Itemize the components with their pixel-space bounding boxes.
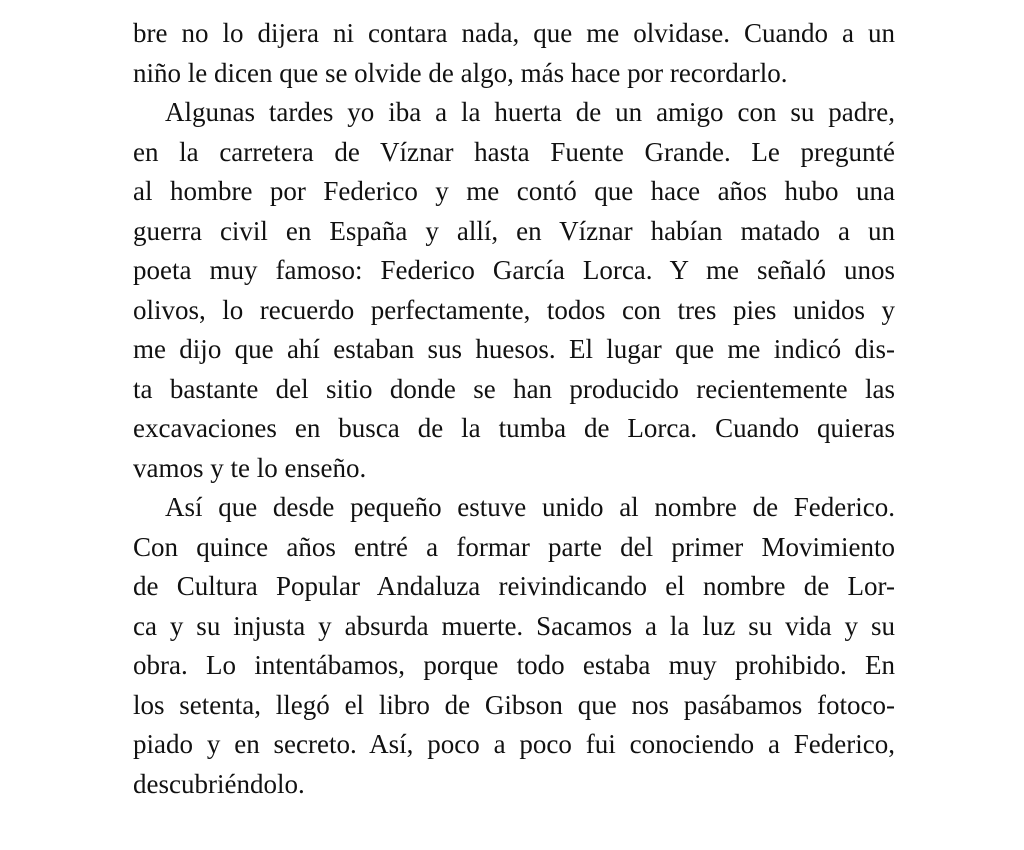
text-line: ca y su injusta y absurda muerte. Sacamos a la luz su vida y su	[133, 610, 895, 641]
text-line: niño le dicen que se olvide de algo, más hace por recordarlo.	[133, 57, 788, 88]
paragraph-2	[133, 93, 895, 488]
text-line: los setenta, llegó el libro de Gibson que nos pasábamos fotoco-	[133, 689, 895, 720]
text-line: excavaciones en busca de la tumba de Lorca. Cuando quieras	[133, 413, 895, 443]
text-line: descubriéndolo.	[133, 768, 305, 799]
text-line: Algunas tardes yo iba a la huerta de un amigo con su padre,	[165, 97, 895, 127]
text-line: olivos, lo recuerdo perfectamente, todos con tres pies unidos y	[133, 294, 895, 325]
document-page	[133, 14, 895, 804]
text-line: al hombre por Federico y me contó que hace años hubo una	[133, 176, 895, 206]
text-line: me dijo que ahí estaban sus huesos. El lugar que me indicó dis-	[133, 334, 895, 364]
text-line: Con quince años entré a formar parte del primer Movimiento	[133, 531, 895, 562]
text-line: Así que desde pequeño estuve unido al nombre de Federico.	[165, 492, 895, 522]
text-line: vamos y te lo enseño.	[133, 452, 367, 483]
text-line: de Cultura Popular Andaluza reivindicando el nombre de Lor-	[133, 571, 895, 601]
text-line: ta bastante del sitio donde se han producido recientemente las	[133, 373, 895, 404]
paragraph-3	[133, 488, 895, 804]
paragraph-1	[133, 14, 895, 93]
text-line: obra. Lo intentábamos, porque todo estaba muy prohibido. En	[133, 650, 895, 680]
text-line: en la carretera de Víznar hasta Fuente Grande. Le pregunté	[133, 136, 895, 167]
text-line: piado y en secreto. Así, poco a poco fui conociendo a Federico,	[133, 729, 895, 759]
text-line: poeta muy famoso: Federico García Lorca. Y me señaló unos	[133, 255, 895, 285]
text-line: bre no lo dijera ni contara nada, que me olvidase. Cuando a un	[133, 18, 895, 48]
text-line: guerra civil en España y allí, en Víznar habían matado a un	[133, 215, 895, 246]
